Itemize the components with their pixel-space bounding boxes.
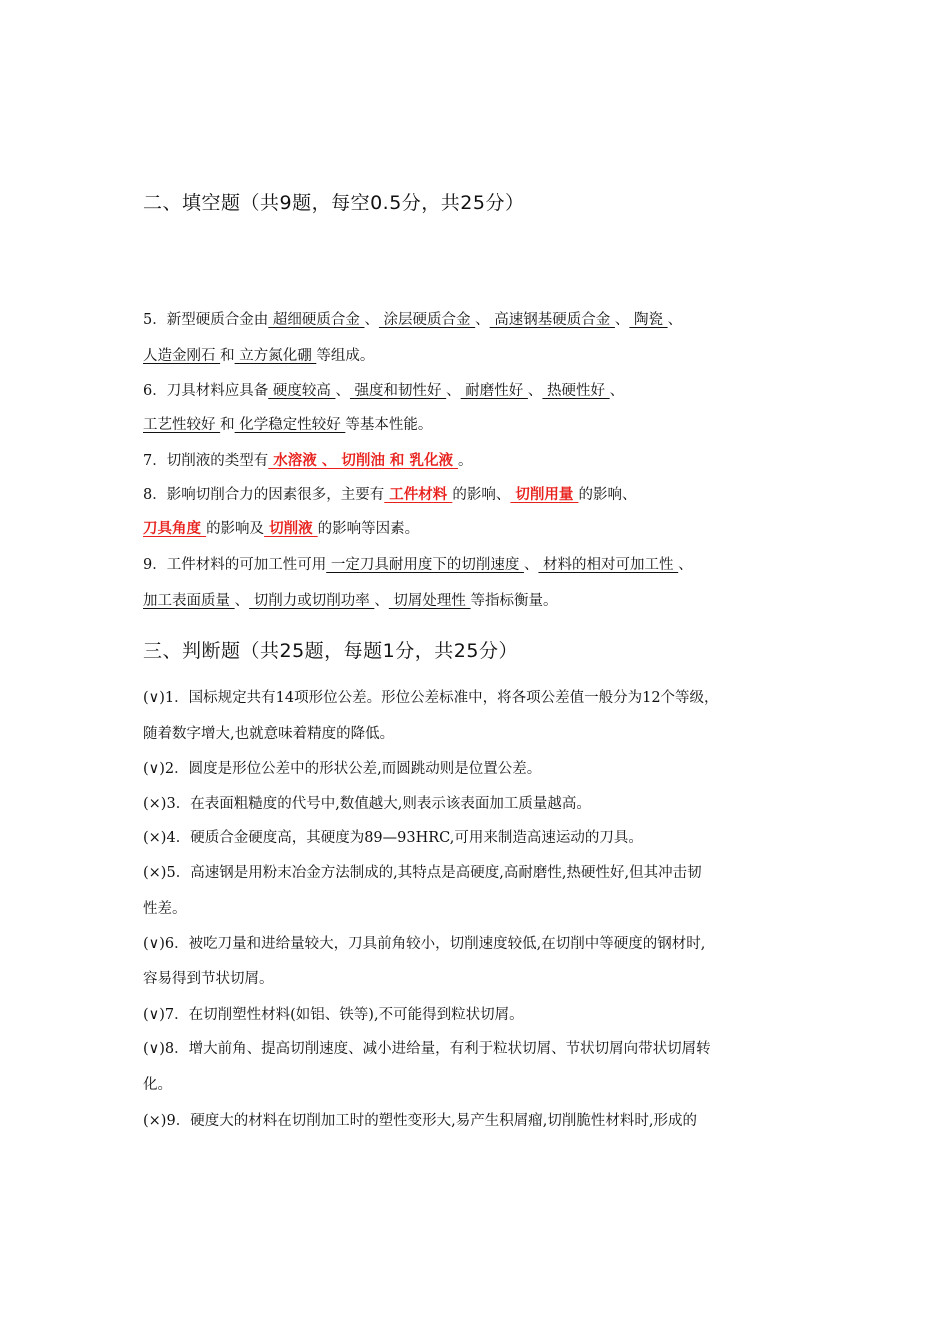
question-6-line-2: 工艺性较好 和 化学稳定性较好 等基本性能。 [143, 417, 433, 433]
answer-blank: 切屑处理性 [388, 593, 471, 609]
answer-blank: 热硬性好 [542, 383, 610, 399]
question-5-line-2: 人造金刚石 和 立方氮化硼 等组成。 [143, 348, 375, 364]
answer-blank: 加工表面质量 [143, 593, 235, 609]
tf-line: (∨)6．被吃刀量和进给量较大，刀具前角较小，切削速度较低,在切削中等硬度的钢材时, [143, 936, 706, 952]
answer-blank: 高速钢基硬质合金 [489, 312, 615, 328]
answer-blank: 切削力或切削功率 [249, 593, 375, 609]
answer-blank-red: 切削液 [264, 521, 318, 537]
tf-line: (×)3．在表面粗糙度的代号中,数值越大,则表示该表面加工质量越高。 [143, 796, 591, 812]
answer-blank: 一定刀具耐用度下的切削速度 [326, 557, 524, 573]
tf-line: (×)5．高速钢是用粉末冶金方法制成的,其特点是高硬度,高耐磨性,热硬性好,但其冲击韧 [143, 865, 702, 881]
question-8-line-2: 刀具角度 的影响及 切削液 的影响等因素。 [143, 521, 420, 537]
answer-blank-red: 工件材料 [384, 487, 453, 503]
question-9-line-2: 加工表面质量 、 切削力或切削功率 、 切屑处理性 等指标衡量。 [143, 593, 558, 609]
answer-blank: 强度和韧性好 [349, 383, 447, 399]
answer-blank: 硬度较高 [268, 383, 336, 399]
section-heading-true-false: 三、判断题（共25题，每题1分，共25分） [143, 640, 518, 662]
tf-line: (∨)1．国标规定共有14项形位公差。形位公差标准中，将各项公差值一般分为12个等级， [143, 690, 719, 706]
tf-line: 性差。 [143, 901, 187, 917]
answer-blank: 耐磨性好 [460, 383, 528, 399]
section-heading-fill-in: 二、填空题（共9题，每空0.5分，共25分） [143, 192, 525, 214]
tf-line: 容易得到节状切屑。 [143, 971, 274, 987]
answer-blank-red: 切削用量 [510, 487, 579, 503]
question-9-line-1: 9．工件材料的可加工性可用 一定刀具耐用度下的切削速度 、 材料的相对可加工性 、 [143, 557, 693, 573]
tf-line: (∨)8．增大前角、提高切削速度、减小进给量，有利于粒状切屑、节状切屑向带状切屑转 [143, 1041, 711, 1057]
answer-blank-red: 刀具角度 [143, 521, 207, 537]
answer-blank-red: 水溶液 、 切削油 和 乳化液 [268, 453, 459, 469]
tf-line: (×)9．硬度大的材料在切削加工时的塑性变形大,易产生积屑瘤,切削脆性材料时,形成的 [143, 1113, 698, 1129]
answer-blank: 涂层硬质合金 [378, 312, 476, 328]
question-8-line-1: 8．影响切削合力的因素很多，主要有 工件材料 的影响、 切削用量 的影响、 [143, 487, 637, 503]
tf-line: 化。 [143, 1077, 172, 1093]
answer-blank: 人造金刚石 [143, 348, 221, 364]
question-7: 7．切削液的类型有 水溶液 、 切削油 和 乳化液 。 [143, 453, 473, 469]
tf-line: 随着数字增大,也就意味着精度的降低。 [143, 726, 395, 742]
question-5-line-1: 5．新型硬质合金由 超细硬质合金 、 涂层硬质合金 、 高速钢基硬质合金 、 陶瓷 、 [143, 312, 683, 328]
answer-blank: 材料的相对可加工性 [538, 557, 679, 573]
answer-blank: 化学稳定性较好 [234, 417, 346, 433]
tf-line: (×)4．硬质合金硬度高，其硬度为89—93HRC,可用来制造高速运动的刀具。 [143, 830, 643, 846]
question-6-line-1: 6．刀具材料应具备 硬度较高 、 强度和韧性好 、 耐磨性好 、 热硬性好 、 [143, 383, 625, 399]
answer-blank: 陶瓷 [629, 312, 668, 328]
answer-blank: 超细硬质合金 [268, 312, 365, 328]
answer-blank: 工艺性较好 [143, 417, 221, 433]
tf-line: (∨)2．圆度是形位公差中的形状公差,而圆跳动则是位置公差。 [143, 761, 542, 777]
answer-blank: 立方氮化硼 [234, 348, 317, 364]
tf-line: (∨)7．在切削塑性材料(如铝、铁等),不可能得到粒状切屑。 [143, 1007, 524, 1023]
